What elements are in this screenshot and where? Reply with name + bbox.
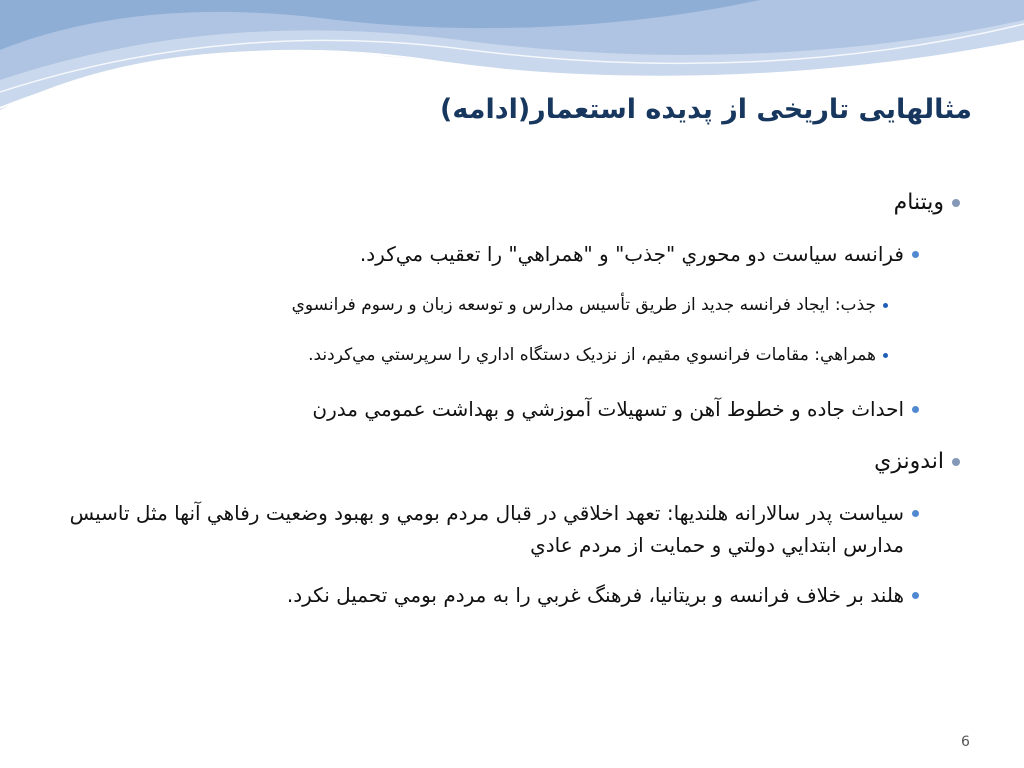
bullet-infrastructure — [64, 393, 944, 425]
bullet-dot-icon — [912, 592, 919, 599]
bullet-vietnam — [64, 186, 944, 220]
bullet-assimilation — [64, 291, 944, 319]
bullet-text: هلند بر خلاف فرانسه و بريتانيا، فرهنگ غربي را به مردم بومي تحميل نكرد. — [286, 583, 904, 607]
bullet-dot-icon — [952, 458, 960, 466]
bullet-text: جذب: ايجاد فرانسه جديد از طريق تأسيس مدارس و توسعه زبان و رسوم فرانسوي — [291, 295, 876, 315]
bullet-text: فرانسه سياست دو محوري "جذب" و "همراهي" را تعقيب مي‌كرد. — [359, 242, 904, 266]
bullet-text: سياست پدر سالارانه هلنديها: تعهد اخلاقي در قبال مردم بومي و بهبود وضعيت رفاهي آنها مثل تاسيس مدارس ابتدايي دولتي و حمايت از مردم عادي — [69, 501, 904, 557]
bullet-association — [64, 341, 944, 369]
bullet-dutch-policy — [64, 497, 944, 561]
bullet-dot-icon — [912, 406, 919, 413]
bullet-text: ويتنام — [893, 190, 944, 215]
bullet-text: اندونزي — [874, 449, 944, 474]
bullet-france-policy — [64, 238, 944, 270]
bullet-indonesia — [64, 445, 944, 479]
bullet-dot-icon — [912, 251, 919, 258]
bullet-text: همراهي: مقامات فرانسوي مقيم، از نزديک دستگاه اداري را سرپرستي مي‌كردند. — [308, 345, 876, 365]
bullet-dot-icon — [883, 303, 888, 308]
bullet-dot-icon — [883, 353, 888, 358]
bullet-dot-icon — [952, 199, 960, 207]
slide-title: مثالهایی تاریخی از پدیده استعمار(ادامه) — [440, 94, 972, 125]
bullet-dutch-culture — [64, 579, 944, 611]
bullet-dot-icon — [912, 510, 919, 517]
slide-content — [64, 186, 944, 611]
page-number: 6 — [961, 734, 970, 750]
bullet-text: احداث جاده و خطوط آهن و تسهيلات آموزشي و بهداشت عمومي مدرن — [312, 397, 904, 421]
